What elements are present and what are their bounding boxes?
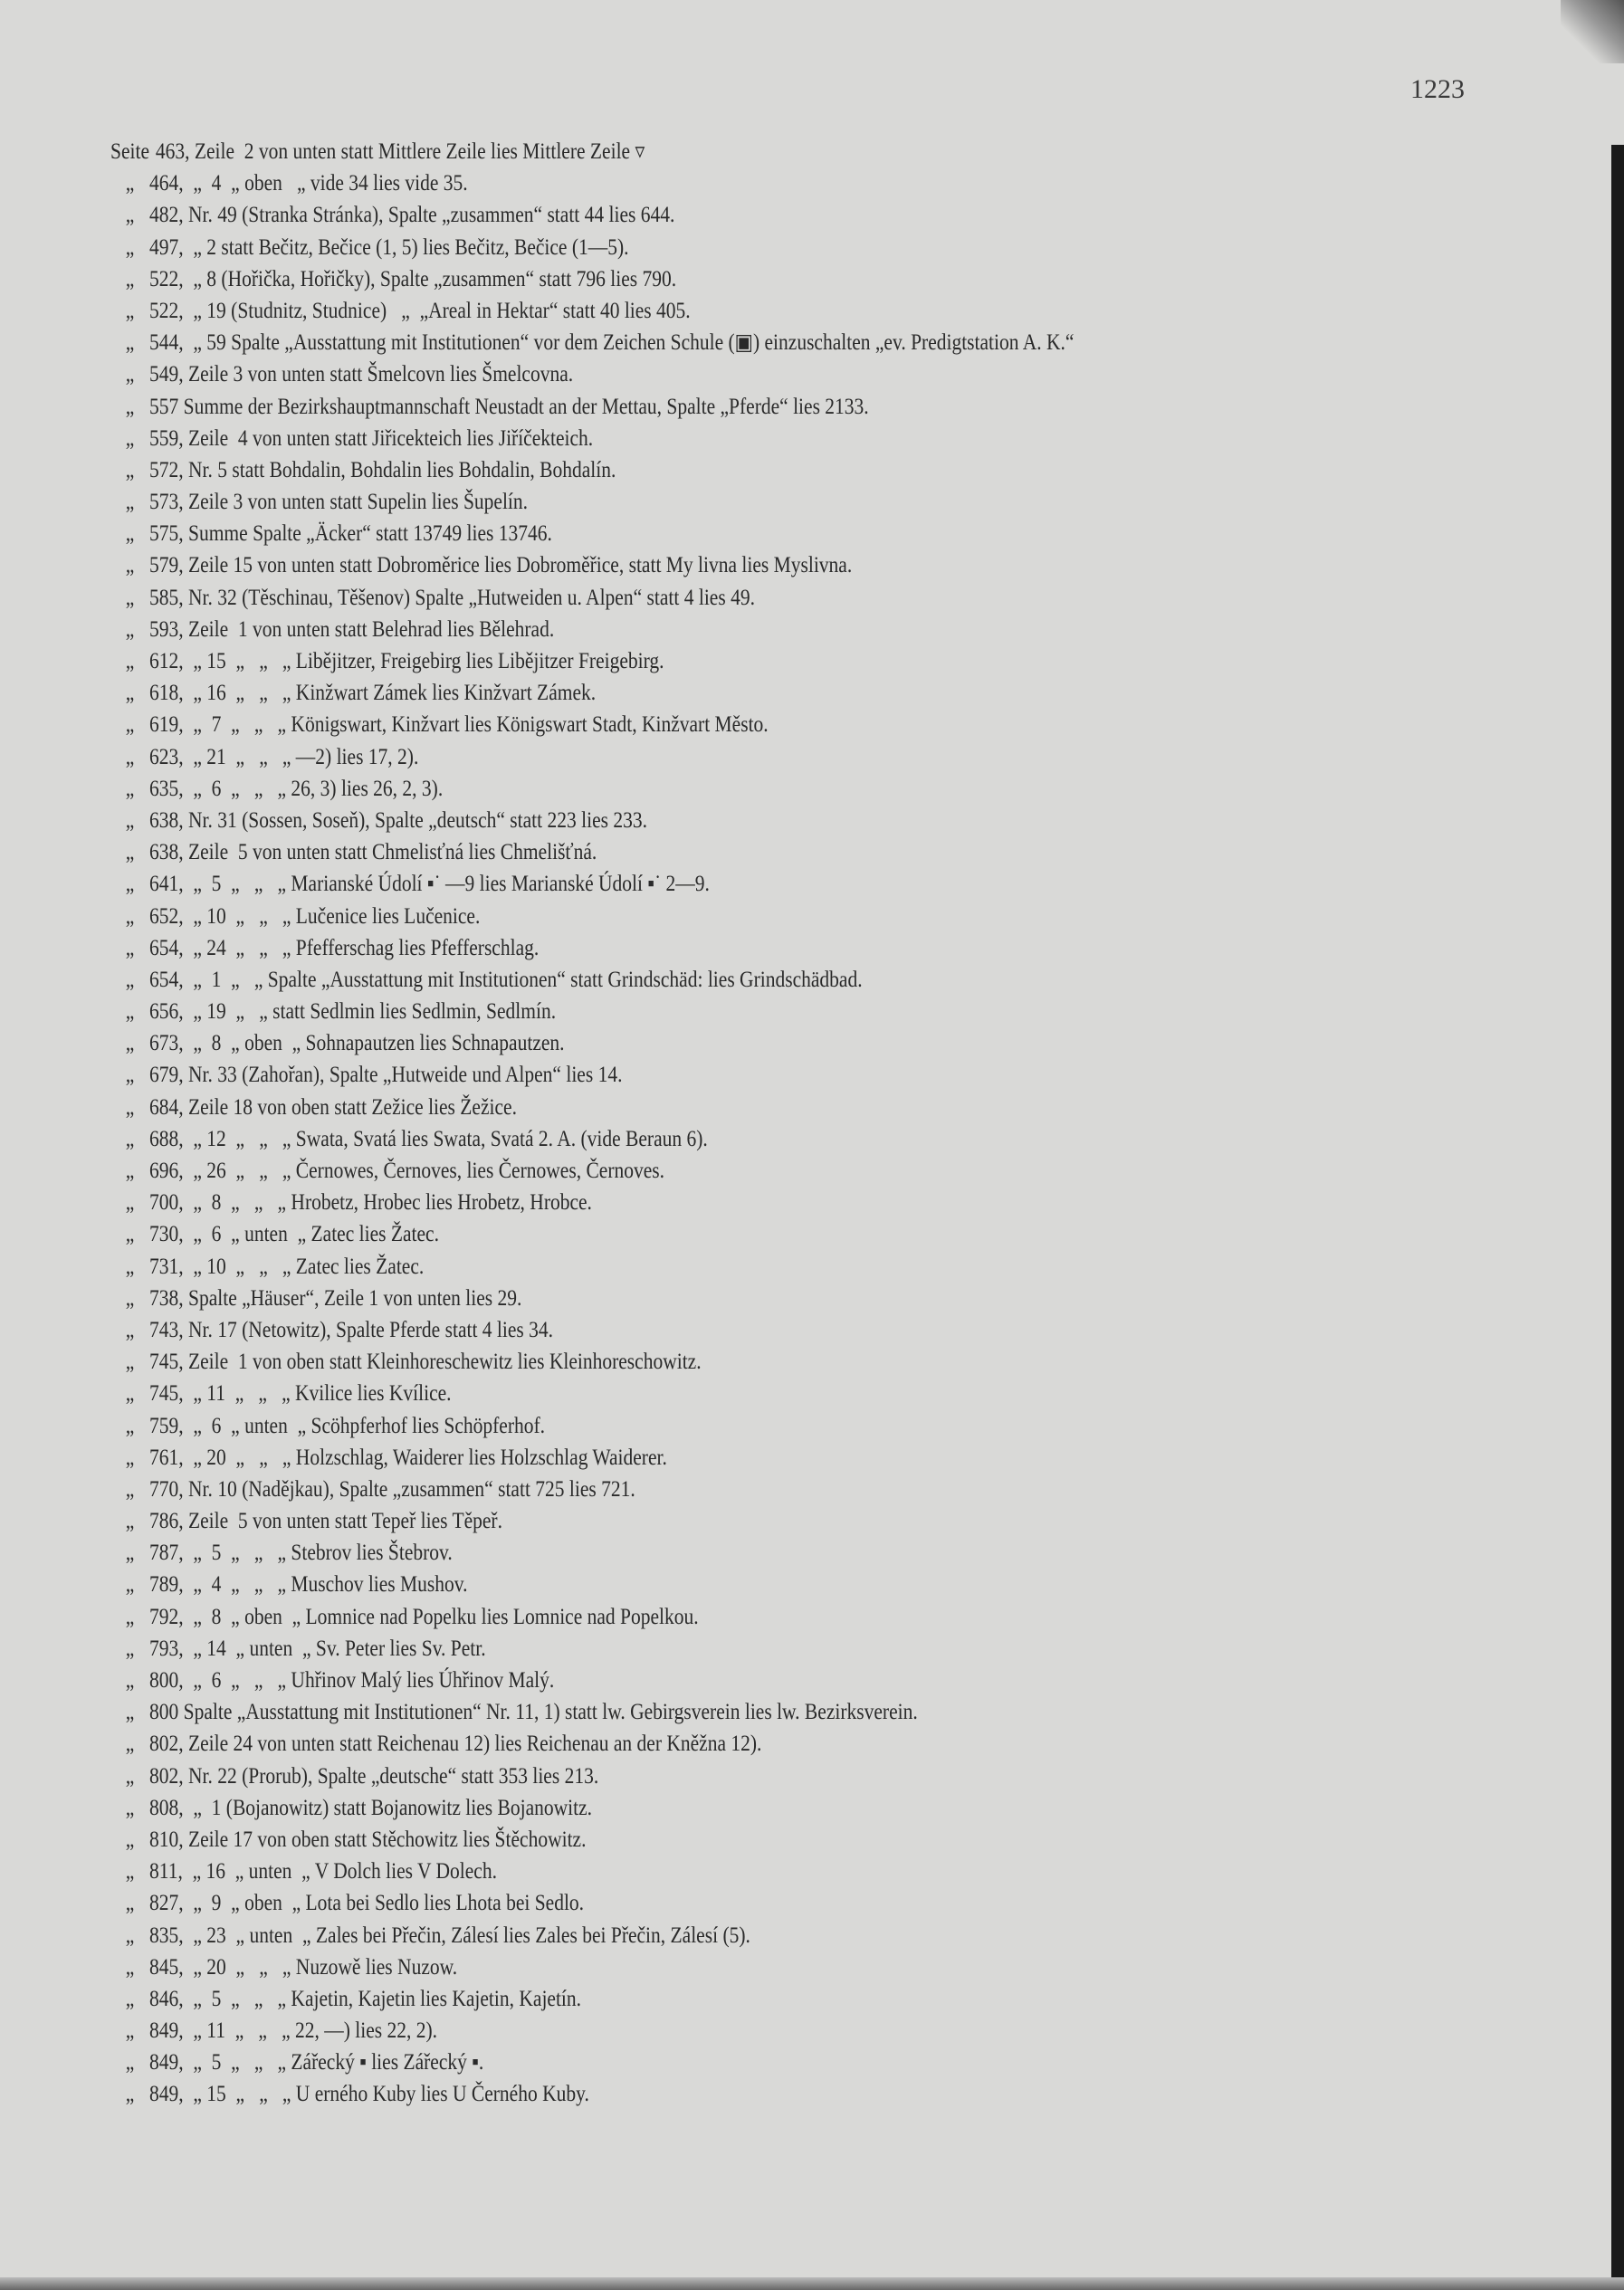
line-prefix: „ xyxy=(125,1763,135,1789)
line-prefix: „ xyxy=(125,234,135,260)
errata-line xyxy=(110,932,1395,964)
line-prefix: „ xyxy=(125,872,135,897)
errata-list xyxy=(110,136,1604,2111)
errata-line xyxy=(110,1474,1395,1505)
errata-line xyxy=(110,614,1395,645)
errata-line xyxy=(110,773,1395,805)
line-text: 745, „ 11 „ „ „ Kvilice lies Kvílice. xyxy=(149,1381,452,1407)
line-prefix: „ xyxy=(125,203,135,228)
errata-line xyxy=(110,391,1395,423)
errata-line xyxy=(110,836,1395,868)
line-prefix: „ xyxy=(125,1413,135,1438)
errata-line xyxy=(110,709,1395,740)
line-prefix: „ xyxy=(125,999,135,1025)
errata-line xyxy=(110,1887,1395,1919)
line-prefix: „ xyxy=(125,1509,135,1534)
line-text: 652, „ 10 „ „ „ Lučenice lies Lučenice. xyxy=(149,903,481,929)
line-text: 544, „ 59 Spalte „Ausstattung mit Institutionen“ vor dem Zeichen Schule (▣) einzuschalten „ev. Predigtstation A. K.“ xyxy=(149,330,1075,356)
line-text: 557 Summe der Bezirkshauptmannschaft Neustadt an der Mettau, Spalte „Pferde“ lies 2133. xyxy=(149,394,869,419)
errata-line xyxy=(110,645,1395,677)
line-text: 654, „ 24 „ „ „ Pfefferschag lies Pfefferschlag. xyxy=(149,935,540,960)
line-prefix: „ xyxy=(125,425,135,451)
line-prefix: „ xyxy=(125,1954,135,1980)
line-prefix: „ xyxy=(125,1317,135,1342)
errata-line xyxy=(110,1951,1395,1983)
line-text: 792, „ 8 „ oben „ Lomnice nad Popelku lies Lomnice nad Popelkou. xyxy=(149,1604,699,1629)
line-text: 572, Nr. 5 statt Bohdalin, Bohdalin lies Bohdalin, Bohdalín. xyxy=(149,457,616,482)
line-prefix: „ xyxy=(125,616,135,642)
line-text: 522, „ 19 (Studnitz, Studnice) „ „Areal in Hektar“ statt 40 lies 405. xyxy=(149,298,691,323)
line-prefix: „ xyxy=(125,298,135,323)
errata-line xyxy=(110,677,1395,709)
line-text: 549, Zeile 3 von unten statt Šmelcovn lies Šmelcovna. xyxy=(149,362,574,387)
line-text: 656, „ 19 „ „ statt Sedlmin lies Sedlmin, Sedlmín. xyxy=(149,999,557,1025)
line-prefix: „ xyxy=(125,1986,135,2011)
errata-line xyxy=(110,1442,1395,1474)
line-text: 618, „ 16 „ „ „ Kinžwart Zámek lies Kinžvart Zámek. xyxy=(149,681,597,706)
line-prefix: „ xyxy=(125,744,135,769)
line-prefix: „ xyxy=(125,1063,135,1088)
line-text: 761, „ 20 „ „ „ Holzschlag, Waiderer lies Holzschlag Waiderer. xyxy=(149,1445,667,1470)
line-prefix: „ xyxy=(125,1126,135,1151)
line-text: 849, „ 5 „ „ „ Zářecký ▪ lies Zářecký ▪. xyxy=(149,2050,484,2075)
line-prefix: „ xyxy=(125,1891,135,1916)
line-prefix: „ xyxy=(125,330,135,356)
line-prefix: „ xyxy=(125,553,135,578)
line-prefix: „ xyxy=(125,490,135,515)
line-text: 743, Nr. 17 (Netowitz), Spalte Pferde statt 4 lies 34. xyxy=(149,1317,554,1342)
errata-line xyxy=(110,486,1395,518)
line-text: 619, „ 7 „ „ „ Königswart, Kinžvart lies Königswart Stadt, Kinžvart Město. xyxy=(149,712,769,738)
errata-line xyxy=(110,136,1395,167)
line-prefix: „ xyxy=(125,840,135,865)
line-prefix: „ xyxy=(125,935,135,960)
line-text: 802, Nr. 22 (Prorub), Spalte „deutsche“ statt 353 lies 213. xyxy=(149,1763,599,1789)
line-text: 688, „ 12 „ „ „ Swata, Svatá lies Swata, Svatá 2. A. (vide Beraun 6). xyxy=(149,1126,708,1151)
line-text: 497, „ 2 statt Bečitz, Bečice (1, 5) lies Bečitz, Bečice (1—5). xyxy=(149,234,629,260)
line-prefix: „ xyxy=(125,1700,135,1725)
errata-line xyxy=(110,1346,1395,1378)
scan-edge xyxy=(1611,145,1624,2290)
line-prefix: „ xyxy=(125,1923,135,1948)
line-text: 654, „ 1 „ „ Spalte „Ausstattung mit Institutionen“ statt Grindschäd: lies Grindschädbad. xyxy=(149,967,863,992)
errata-line xyxy=(110,1569,1395,1600)
errata-line xyxy=(110,868,1395,900)
errata-line xyxy=(110,232,1395,263)
errata-line xyxy=(110,549,1395,581)
line-prefix: „ xyxy=(125,1827,135,1852)
page-number: 1223 xyxy=(1410,74,1465,104)
line-text: 700, „ 8 „ „ „ Hrobetz, Hrobec lies Hrobetz, Hrobce. xyxy=(149,1190,592,1216)
errata-line xyxy=(110,199,1395,231)
line-prefix: „ xyxy=(125,903,135,929)
line-prefix: „ xyxy=(125,1222,135,1247)
line-text: 845, „ 20 „ „ „ Nuzowě lies Nuzow. xyxy=(149,1954,458,1980)
line-prefix: „ xyxy=(125,1732,135,1757)
line-prefix: „ xyxy=(125,1668,135,1693)
errata-line xyxy=(110,805,1395,836)
line-text: 745, Zeile 1 von oben statt Kleinhoreschewitz lies Kleinhoreschowitz. xyxy=(149,1350,702,1375)
line-prefix: „ xyxy=(125,1859,135,1884)
line-prefix: „ xyxy=(125,1190,135,1216)
line-text: 827, „ 9 „ oben „ Lota bei Sedlo lies Lhota bei Sedlo. xyxy=(149,1891,585,1916)
line-text: 846, „ 5 „ „ „ Kajetin, Kajetin lies Kajetin, Kajetín. xyxy=(149,1986,582,2011)
errata-line xyxy=(110,295,1395,327)
line-prefix: Seite xyxy=(110,139,149,164)
line-text: 638, Zeile 5 von unten statt Chmelisťná lies Chmelišťná. xyxy=(149,840,597,865)
line-text: 635, „ 6 „ „ „ 26, 3) lies 26, 2, 3). xyxy=(149,776,444,801)
errata-line xyxy=(110,454,1395,486)
errata-line xyxy=(110,358,1395,390)
line-prefix: „ xyxy=(125,1445,135,1470)
line-text: 579, Zeile 15 von unten statt Dobroměrice lies Dobroměřice, statt My livna lies Myslivna. xyxy=(149,553,853,578)
line-prefix: „ xyxy=(125,776,135,801)
line-text: 573, Zeile 3 von unten statt Supelin lies Šupelín. xyxy=(149,490,529,515)
errata-line xyxy=(110,1665,1395,1696)
line-prefix: „ xyxy=(125,1094,135,1120)
errata-line xyxy=(110,1027,1395,1059)
line-text: 835, „ 23 „ unten „ Zales bei Přečin, Zálesí lies Zales bei Přečin, Zálesí (5). xyxy=(149,1923,750,1948)
line-text: 849, „ 11 „ „ „ 22, —) lies 22, 2). xyxy=(149,2018,438,2044)
errata-line xyxy=(110,423,1395,454)
errata-line xyxy=(110,167,1395,199)
line-text: 612, „ 15 „ „ „ Libějitzer, Freigebirg lies Libějitzer Freigebirg. xyxy=(149,649,664,673)
line-text: 696, „ 26 „ „ „ Černowes, Černoves, lies Černowes, Černoves. xyxy=(149,1159,665,1183)
line-text: 463, Zeile 2 von unten statt Mittlere Zeile lies Mittlere Zeile ▿ xyxy=(155,139,645,164)
errata-line xyxy=(110,1187,1395,1218)
line-prefix: „ xyxy=(125,1476,135,1502)
line-prefix: „ xyxy=(125,1636,135,1661)
line-prefix: „ xyxy=(125,585,135,610)
errata-line xyxy=(110,1092,1395,1123)
errata-line xyxy=(110,1537,1395,1569)
line-prefix: „ xyxy=(125,457,135,482)
errata-line xyxy=(110,1824,1395,1856)
line-prefix: „ xyxy=(125,1031,135,1056)
errata-line xyxy=(110,1123,1395,1155)
errata-line xyxy=(110,1601,1395,1633)
errata-line xyxy=(110,1378,1395,1409)
line-text: 585, Nr. 32 (Těschinau, Těšenov) Spalte „Hutweiden u. Alpen“ statt 4 lies 49. xyxy=(149,585,755,610)
line-prefix: „ xyxy=(125,1572,135,1598)
line-prefix: „ xyxy=(125,1350,135,1375)
line-text: 738, Spalte „Häuser“, Zeile 1 von unten lies 29. xyxy=(149,1285,522,1311)
line-text: 638, Nr. 31 (Sossen, Soseň), Spalte „deutsch“ statt 223 lies 233. xyxy=(149,807,647,833)
errata-line xyxy=(110,1251,1395,1283)
errata-line xyxy=(110,1314,1395,1346)
errata-line xyxy=(110,1059,1395,1091)
errata-line xyxy=(110,2047,1395,2078)
line-text: 793, „ 14 „ unten „ Sv. Peter lies Sv. Petr. xyxy=(149,1636,486,1661)
line-text: 802, Zeile 24 von unten statt Reichenau 12) lies Reichenau an der Kněžna 12). xyxy=(149,1732,762,1757)
line-text: 593, Zeile 1 von unten statt Belehrad lies Bělehrad. xyxy=(149,616,555,642)
errata-line xyxy=(110,1920,1395,1951)
errata-line xyxy=(110,2015,1395,2047)
errata-line xyxy=(110,263,1395,295)
errata-line xyxy=(110,1218,1395,1250)
errata-line xyxy=(110,1728,1395,1760)
errata-line xyxy=(110,1760,1395,1792)
errata-line xyxy=(110,1696,1395,1728)
line-text: 787, „ 5 „ „ „ Stebrov lies Štebrov. xyxy=(149,1541,453,1566)
errata-line xyxy=(110,1505,1395,1537)
errata-line xyxy=(110,901,1395,932)
line-text: 770, Nr. 10 (Nadějkau), Spalte „zusammen“ statt 725 lies 721. xyxy=(149,1476,635,1502)
line-prefix: „ xyxy=(125,807,135,833)
line-text: 522, „ 8 (Hořička, Hořičky), Spalte „zusammen“ statt 796 lies 790. xyxy=(149,266,677,291)
line-prefix: „ xyxy=(125,1159,135,1183)
line-prefix: „ xyxy=(125,1285,135,1311)
errata-line xyxy=(110,1633,1395,1665)
line-text: 482, Nr. 49 (Stranka Stránka), Spalte „zusammen“ statt 44 lies 644. xyxy=(149,203,675,228)
line-prefix: „ xyxy=(125,362,135,387)
errata-line xyxy=(110,1792,1395,1824)
line-text: 810, Zeile 17 von oben statt Stěchowitz lies Štěchowitz. xyxy=(149,1827,587,1852)
line-text: 811, „ 16 „ unten „ V Dolch lies V Dolech. xyxy=(149,1859,497,1884)
line-text: 623, „ 21 „ „ „ —2) lies 17, 2). xyxy=(149,744,419,769)
errata-line xyxy=(110,518,1395,549)
line-prefix: „ xyxy=(125,2018,135,2044)
line-prefix: „ xyxy=(125,1254,135,1279)
line-prefix: „ xyxy=(125,1604,135,1629)
line-text: 759, „ 6 „ unten „ Scöhpferhof lies Schöpferhof. xyxy=(149,1413,546,1438)
line-text: 684, Zeile 18 von oben statt Zežice lies Žežice. xyxy=(149,1094,517,1120)
line-text: 559, Zeile 4 von unten statt Jiřicekteich lies Jiříčekteich. xyxy=(149,425,594,451)
line-prefix: „ xyxy=(125,1795,135,1820)
line-text: 730, „ 6 „ unten „ Zatec lies Žatec. xyxy=(149,1222,439,1247)
line-prefix: „ xyxy=(125,521,135,547)
errata-line xyxy=(110,741,1395,773)
line-text: 808, „ 1 (Bojanowitz) statt Bojanowitz lies Bojanowitz. xyxy=(149,1795,593,1820)
line-prefix: „ xyxy=(125,266,135,291)
errata-line xyxy=(110,996,1395,1027)
errata-line xyxy=(110,964,1395,996)
errata-line xyxy=(110,582,1395,614)
line-prefix: „ xyxy=(125,649,135,673)
line-text: 800 Spalte „Ausstattung mit Institutionen“ Nr. 11, 1) statt lw. Gebirgsverein lies lw. Bezirksverein. xyxy=(149,1700,918,1725)
line-prefix: „ xyxy=(125,171,135,196)
line-text: 786, Zeile 5 von unten statt Tepeř lies Těpeř. xyxy=(149,1509,502,1534)
line-text: 800, „ 6 „ „ „ Uhřinov Malý lies Úhřinov Malý. xyxy=(149,1668,555,1693)
line-prefix: „ xyxy=(125,1541,135,1566)
errata-line xyxy=(110,1856,1395,1887)
line-text: 849, „ 15 „ „ „ U erného Kuby lies U Černého Kuby. xyxy=(149,2082,589,2107)
line-prefix: „ xyxy=(125,2082,135,2107)
line-prefix: „ xyxy=(125,1381,135,1407)
line-text: 673, „ 8 „ oben „ Sohnapautzen lies Schnapautzen. xyxy=(149,1031,565,1056)
scan-bottom-edge xyxy=(0,2277,1624,2290)
line-text: 731, „ 10 „ „ „ Zatec lies Žatec. xyxy=(149,1254,425,1279)
line-prefix: „ xyxy=(125,394,135,419)
errata-line xyxy=(110,2078,1395,2110)
errata-line xyxy=(110,1155,1395,1187)
errata-line xyxy=(110,1410,1395,1442)
line-prefix: „ xyxy=(125,2050,135,2075)
line-text: 679, Nr. 33 (Zahořan), Spalte „Hutweide und Alpen“ lies 14. xyxy=(149,1063,623,1088)
errata-line xyxy=(110,327,1395,358)
line-prefix: „ xyxy=(125,967,135,992)
errata-line xyxy=(110,1283,1395,1314)
line-text: 464, „ 4 „ oben „ vide 34 lies vide 35. xyxy=(149,171,468,196)
line-text: 641, „ 5 „ „ „ Marianské Údolí ▪˙ —9 lies Marianské Údolí ▪˙ 2—9. xyxy=(149,872,710,897)
page-corner-shadow xyxy=(1561,0,1624,63)
line-text: 575, Summe Spalte „Äcker“ statt 13749 lies 13746. xyxy=(149,521,552,547)
errata-line xyxy=(110,1983,1395,2015)
line-text: 789, „ 4 „ „ „ Muschov lies Mushov. xyxy=(149,1572,468,1598)
line-prefix: „ xyxy=(125,681,135,706)
line-prefix: „ xyxy=(125,712,135,738)
